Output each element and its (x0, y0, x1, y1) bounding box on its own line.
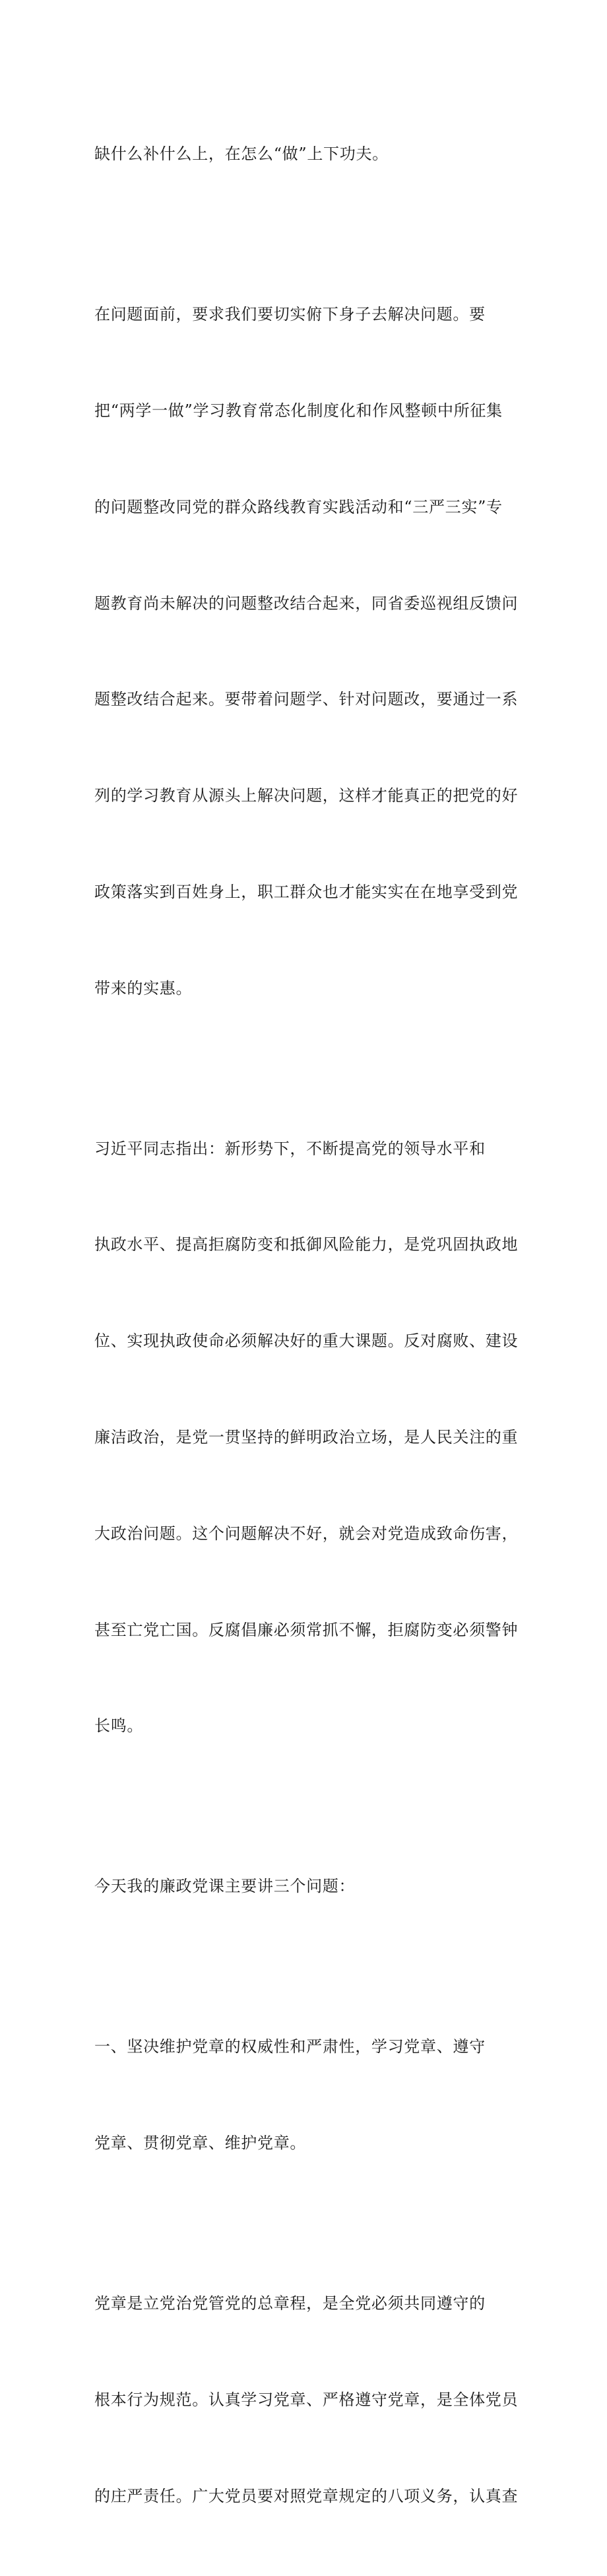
text-line: 列的学习教育从源头上解决问题，这样才能真正的把党的好 (94, 786, 519, 805)
section-heading-one (94, 1967, 517, 2223)
text-line: 的问题整改同党的群众路线教育实践活动和“三严三实”专 (94, 497, 503, 516)
text-line: 政策落实到百姓身上，职工群众也才能实实在在地享受到党 (94, 882, 519, 901)
text-line: 的庄严责任。广大党员要对照党章规定的八项义务，认真查 (94, 2486, 519, 2505)
text-line: 长鸣。 (94, 1716, 144, 1736)
paragraph-quote (94, 1068, 517, 1806)
paragraph-problem-solving (94, 234, 517, 1068)
text-line: 位、实现执政使命必须解决好的重大课题。反对腐败、建设 (94, 1332, 519, 1351)
text-line: 今天我的廉政党课主要讲三个问题： (94, 1877, 356, 1896)
text-line: 题整改结合起来。要带着问题学、针对问题改，要通过一系 (94, 690, 519, 709)
text-line: 根本行为规范。认真学习党章、严格遵守党章，是全体党员 (94, 2390, 519, 2409)
text-line: 题教育尚未解决的问题整改结合起来，同省委巡视组反馈问 (94, 593, 519, 613)
text-line: 党章是立党治党管党的总章程，是全党必须共同遵守的 (94, 2293, 486, 2313)
paragraph-continuation (94, 74, 517, 234)
text-line: 大政治问题。这个问题解决不好，就会对党造成致命伤害， (94, 1524, 519, 1543)
paragraph-intro (94, 1806, 517, 1967)
text-line: 甚至亡党亡国。反腐倡廉必须常抓不懈，拒腐防变必须警钟 (94, 1620, 519, 1639)
text-line: 一、坚决维护党章的权威性和严肃性，学习党章、遵守 (94, 2037, 486, 2056)
text-line: 缺什么补什么上，在怎么“做”上下功夫。 (94, 145, 389, 164)
text-line: 执政水平、提高拒腐防变和抵御风险能力，是党巩固执政地 (94, 1235, 519, 1254)
text-line: 习近平同志指出：新形势下，不断提高党的领导水平和 (94, 1139, 486, 1158)
paragraph-party-constitution (94, 2223, 517, 2576)
document-body (94, 74, 517, 2576)
text-line: 在问题面前，要求我们要切实俯下身子去解决问题。要 (94, 305, 486, 324)
text-line: 带来的实惠。 (94, 978, 193, 998)
text-line: 把“两学一做”学习教育常态化制度化和作风整顿中所征集 (94, 401, 503, 420)
text-line: 廉洁政治，是党一贯坚持的鲜明政治立场，是人民关注的重 (94, 1427, 519, 1446)
text-line: 党章、贯彻党章、维护党章。 (94, 2134, 307, 2152)
